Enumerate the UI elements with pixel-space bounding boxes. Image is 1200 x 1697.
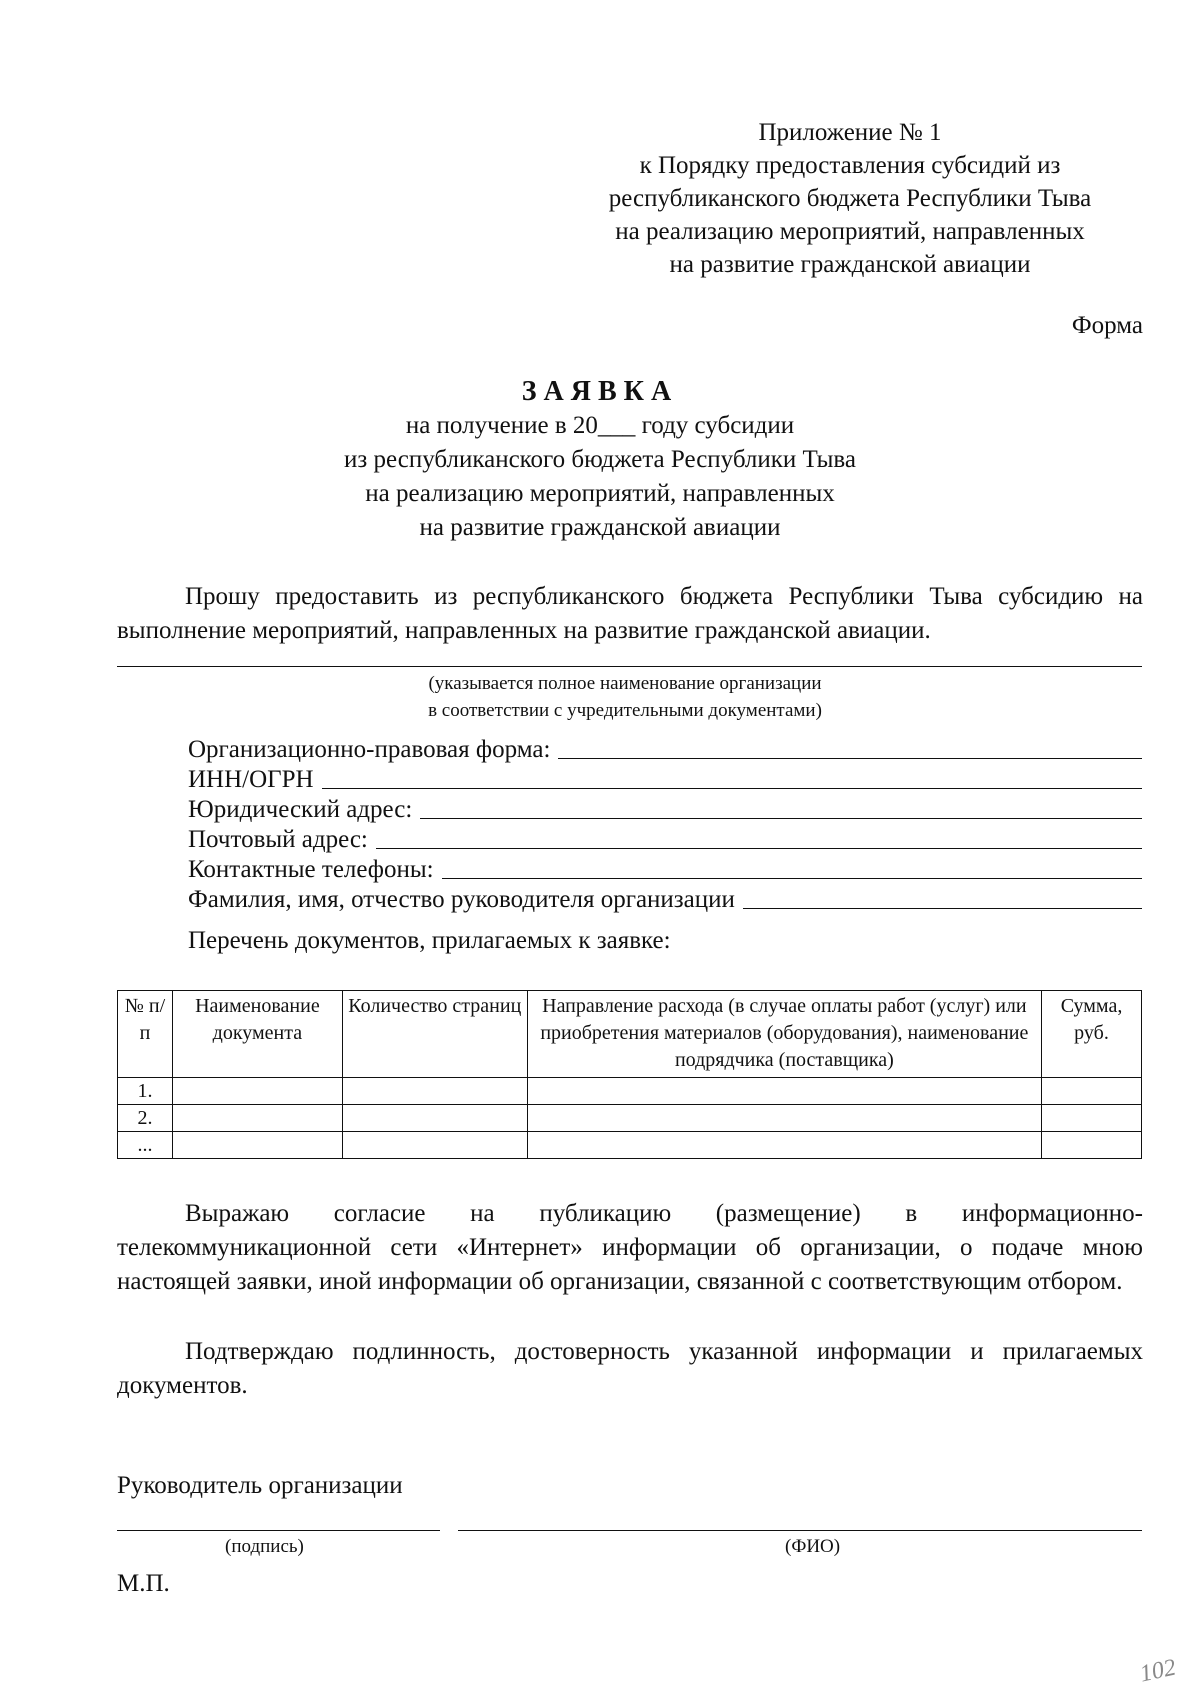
- table-row: [118, 1078, 1142, 1105]
- column-header-number: № п/п: [118, 991, 173, 1078]
- table-cell[interactable]: [527, 1105, 1041, 1132]
- table-cell[interactable]: [172, 1078, 342, 1105]
- caption-line: в соответствии с учредительными документами): [428, 700, 822, 721]
- field-head-name[interactable]: [188, 882, 1142, 912]
- org-name-caption: [0, 670, 1200, 724]
- subtitle-line: из республиканского бюджета Республики Тыва: [344, 446, 856, 473]
- subtitle-line: на развитие гражданской авиации: [419, 514, 781, 541]
- table-cell: ...: [118, 1132, 173, 1159]
- table-header-row: [118, 991, 1142, 1078]
- table-cell[interactable]: [342, 1132, 527, 1159]
- field-input-line[interactable]: [743, 886, 1142, 909]
- caption-line: (указывается полное наименование организации: [428, 673, 822, 694]
- table-cell[interactable]: [172, 1132, 342, 1159]
- documents-table: [117, 990, 1142, 1159]
- table-cell[interactable]: [527, 1132, 1041, 1159]
- field-input-line[interactable]: [376, 826, 1142, 849]
- column-header-doc-name: Наименование документа: [172, 991, 342, 1078]
- appendix-line: республиканского бюджета Республики Тыва: [608, 185, 1092, 212]
- table-row: [118, 1132, 1142, 1159]
- appendix-line: к Порядку предоставления субсидий из: [639, 152, 1061, 179]
- page-mark: 102: [1137, 1654, 1179, 1688]
- subtitle-line: на реализацию мероприятий, направленных: [365, 480, 835, 507]
- confirm-text: Подтверждаю подлинность, достоверность указанной информации и прилагаемых документов.: [117, 1338, 1143, 1399]
- field-label: Организационно-правовая форма:: [188, 736, 551, 763]
- table-row: [118, 1105, 1142, 1132]
- table-cell[interactable]: [342, 1078, 527, 1105]
- form-label: Форма: [1071, 312, 1143, 339]
- full-name-caption: (ФИО): [785, 1536, 841, 1557]
- field-input-line[interactable]: [420, 796, 1142, 819]
- table-cell: 2.: [118, 1105, 173, 1132]
- field-label: Контактные телефоны:: [188, 856, 434, 883]
- field-label: Юридический адрес:: [188, 796, 413, 823]
- table-cell: 1.: [118, 1078, 173, 1105]
- field-input-line[interactable]: [322, 766, 1142, 789]
- head-label: Руководитель организации: [117, 1472, 403, 1499]
- column-header-amount: Сумма, руб.: [1042, 991, 1142, 1078]
- document-title: ЗАЯВКА: [521, 376, 679, 407]
- request-text: Прошу предоставить из республиканского бюджета Республики Тыва субсидию на выполнение мероприятий, направленных на развитие гражданской авиации.: [117, 583, 1143, 644]
- appendix-header: [560, 116, 1140, 281]
- documents-list-label: Перечень документов, прилагаемых к заявке:: [188, 927, 671, 954]
- column-header-pages: Количество страниц: [342, 991, 527, 1078]
- table-cell[interactable]: [172, 1105, 342, 1132]
- appendix-line: Приложение № 1: [758, 119, 942, 146]
- field-postal-address[interactable]: [188, 822, 1142, 852]
- field-label: ИНН/ОГРН: [188, 766, 314, 793]
- appendix-line: на реализацию мероприятий, направленных: [615, 218, 1085, 245]
- org-name-line[interactable]: [117, 666, 1142, 667]
- signature-caption: (подпись): [225, 1536, 304, 1557]
- table-cell[interactable]: [1042, 1105, 1142, 1132]
- full-name-line[interactable]: [458, 1530, 1142, 1531]
- stamp-place-label: М.П.: [117, 1570, 170, 1597]
- request-paragraph: [117, 580, 1143, 648]
- field-label: Почтовый адрес:: [188, 826, 368, 853]
- field-input-line[interactable]: [442, 856, 1142, 879]
- appendix-line: на развитие гражданской авиации: [669, 251, 1031, 278]
- field-legal-form[interactable]: [188, 732, 1142, 762]
- consent-text: Выражаю согласие на публикацию (размещение) в информационно-телекоммуникационной сети «Интернет» информации об организации, о подаче мною настоящей заявки, иной информации об организации, связанной с соответствующим отбором.: [117, 1200, 1143, 1295]
- field-input-line[interactable]: [558, 736, 1142, 759]
- field-legal-address[interactable]: [188, 792, 1142, 822]
- title-block: [0, 375, 1200, 545]
- table-cell[interactable]: [342, 1105, 527, 1132]
- table-cell[interactable]: [527, 1078, 1041, 1105]
- table-cell[interactable]: [1042, 1132, 1142, 1159]
- document-subtitle: [0, 409, 1200, 545]
- column-header-expense-direction: Направление расхода (в случае оплаты работ (услуг) или приобретения материалов (оборудования), наименование подрядчика (поставщика): [527, 991, 1041, 1078]
- field-inn-ogrn[interactable]: [188, 762, 1142, 792]
- confirm-paragraph: [117, 1335, 1143, 1403]
- consent-paragraph: [117, 1197, 1143, 1299]
- subtitle-line: на получение в 20___ году субсидии: [405, 412, 795, 439]
- field-label: Фамилия, имя, отчество руководителя организации: [188, 886, 735, 913]
- field-phones[interactable]: [188, 852, 1142, 882]
- table-cell[interactable]: [1042, 1078, 1142, 1105]
- signature-line[interactable]: [117, 1530, 440, 1531]
